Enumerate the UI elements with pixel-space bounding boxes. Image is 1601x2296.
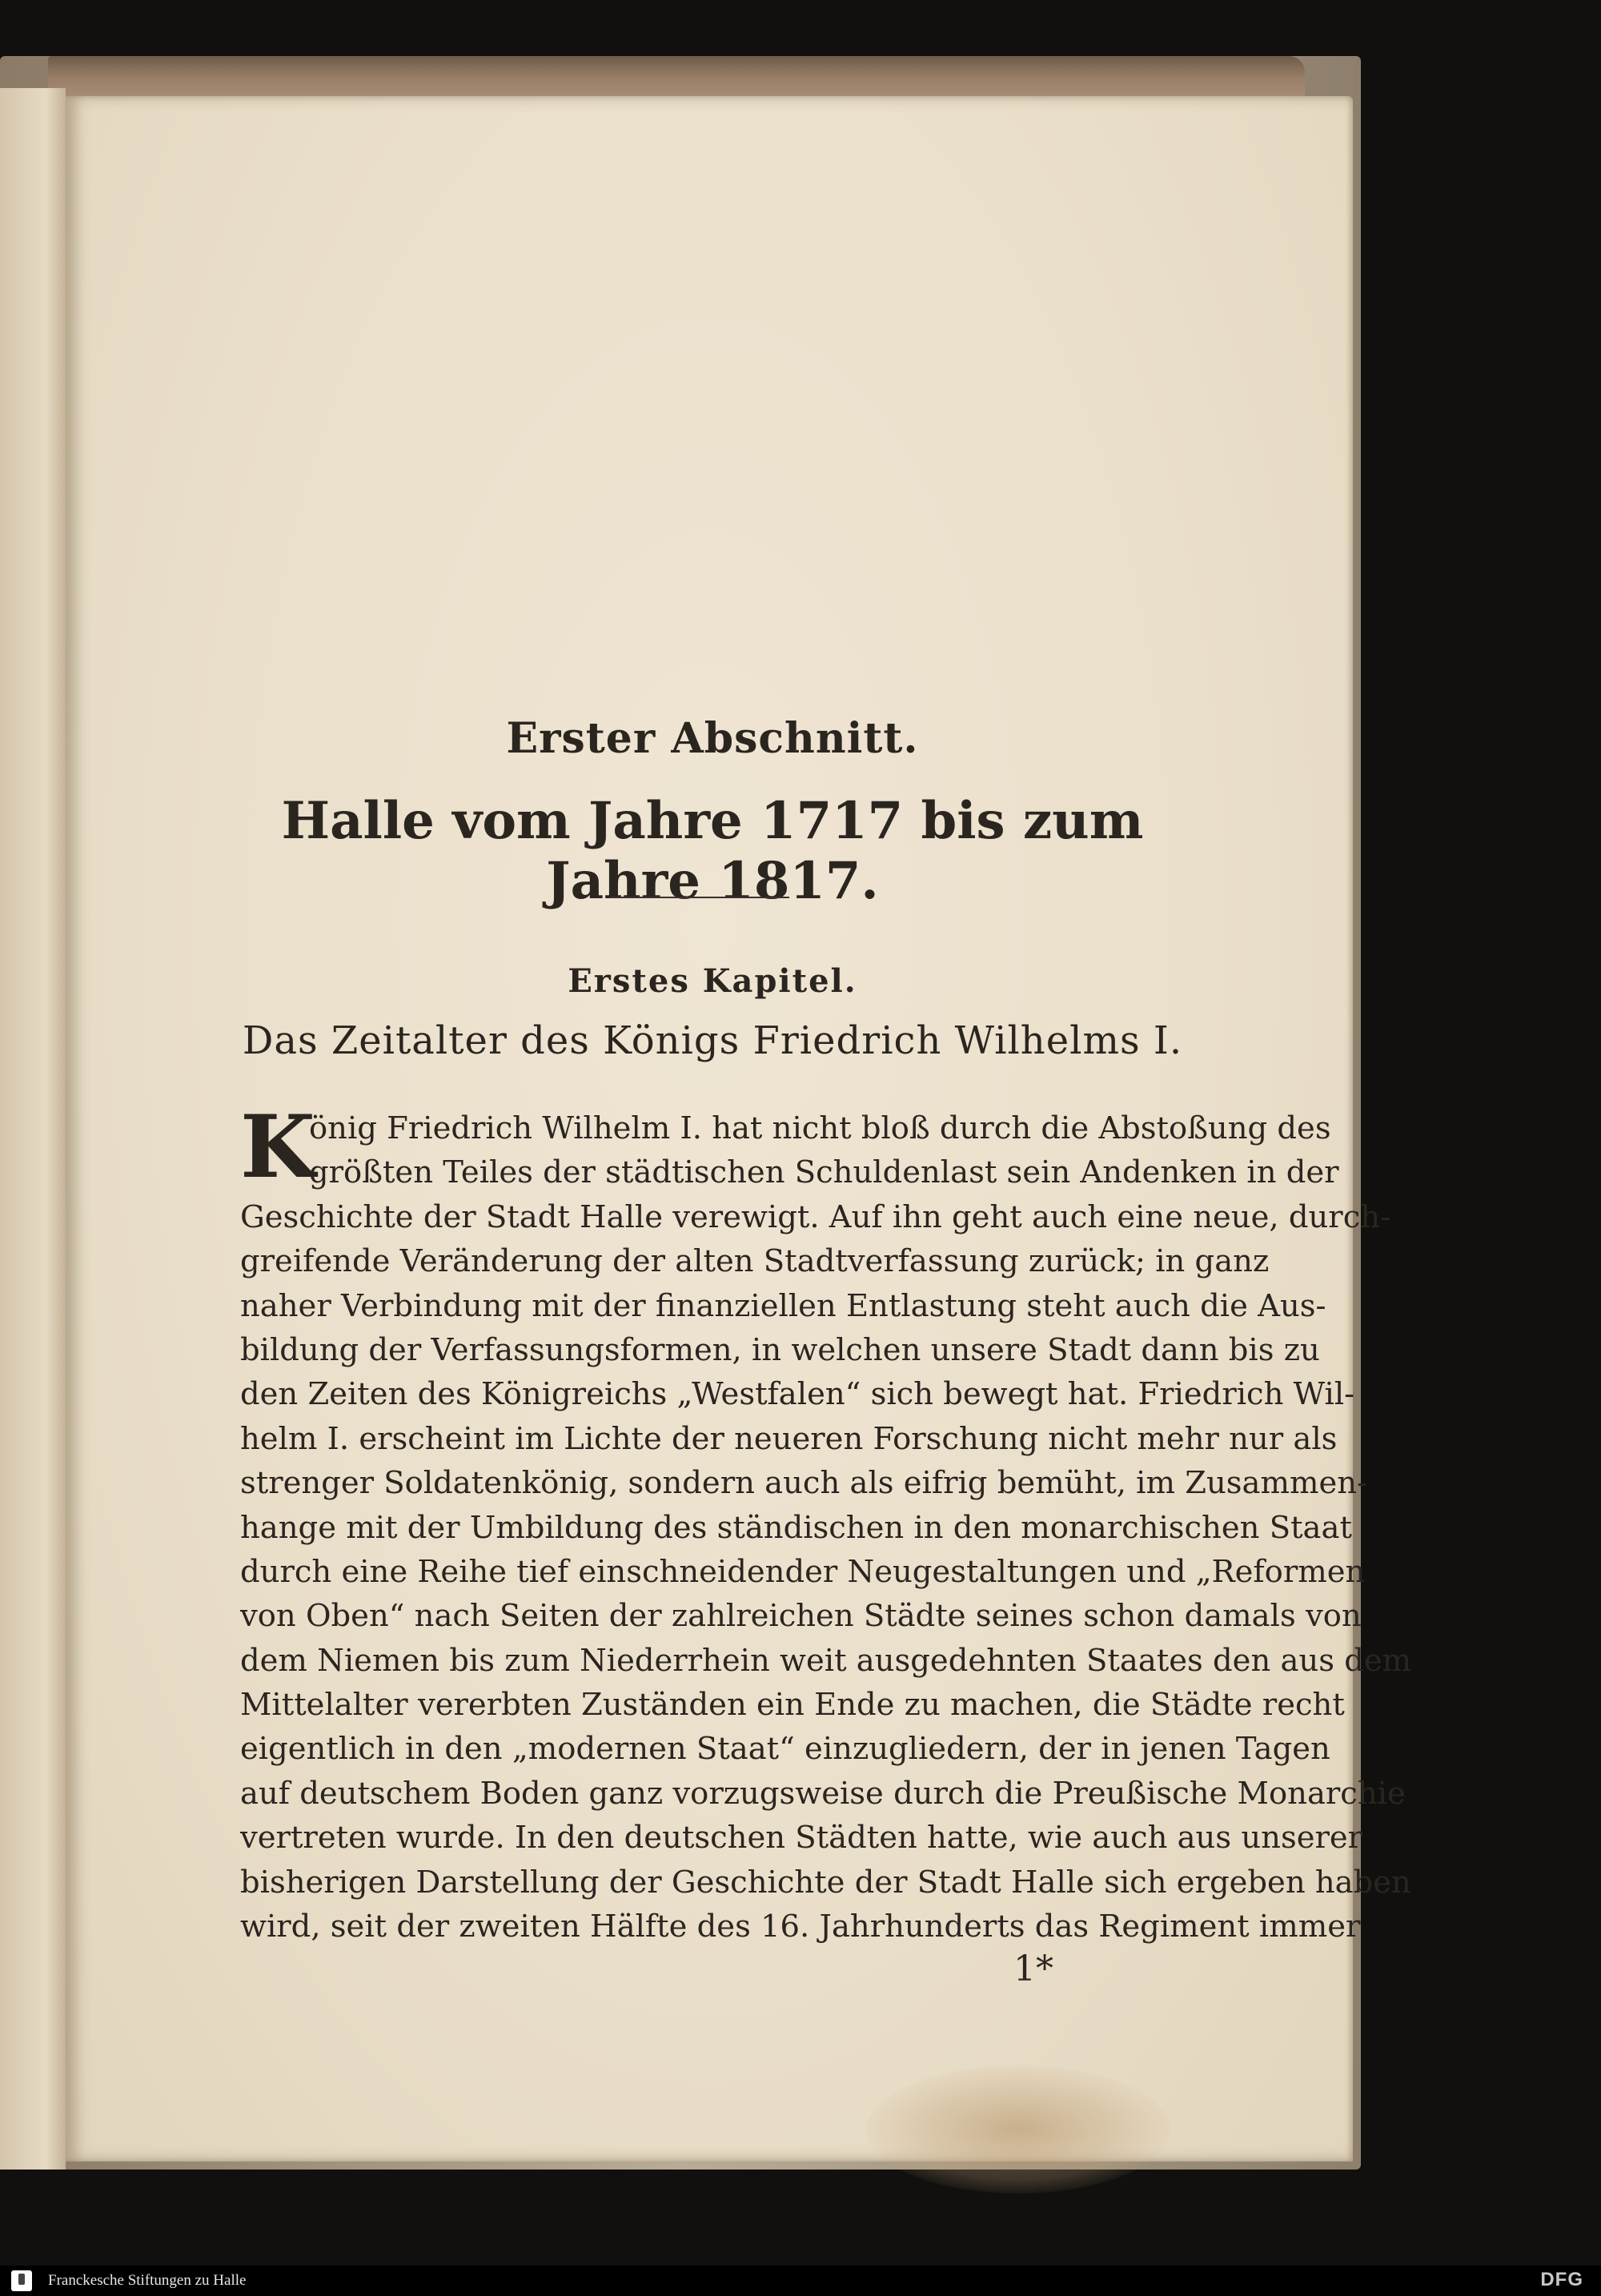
section-title: Erster Abschnitt.: [506, 714, 919, 763]
institution-logo-icon: [11, 2270, 32, 2291]
body-line: helm I. erscheint im Lichte der neueren Forschung nicht mehr nur als: [240, 1420, 1338, 1457]
body-line: önig Friedrich Wilhelm I. hat nicht bloß durch die Abstoßung des: [309, 1110, 1331, 1146]
left-page-edge: [0, 88, 66, 2170]
institution-name: Franckesche Stiftungen zu Halle: [48, 2272, 247, 2289]
chapter-label: Erstes Kapitel.: [568, 962, 857, 1000]
body-text: [240, 1106, 1412, 1949]
dfg-logo: DFG: [1540, 2269, 1583, 2290]
drop-cap: K: [240, 1097, 315, 1198]
body-line: auf deutschem Boden ganz vorzugsweise durch die Preußische Monarchie: [240, 1775, 1406, 1812]
body-line: durch eine Reihe tief einschneidender Neugestaltungen und „Reformen: [240, 1553, 1366, 1590]
body-line: bisherigen Darstellung der Geschichte der Stadt Halle sich ergeben haben: [240, 1864, 1411, 1901]
chapter-title: Das Zeitalter des Königs Friedrich Wilhelms I.: [242, 1018, 1183, 1063]
book-page: [66, 96, 1412, 2162]
body-line: von Oben“ nach Seiten der zahlreichen Städte seines schon damals von: [240, 1598, 1362, 1635]
viewer-footer: [0, 2266, 1601, 2296]
body-line: naher Verbindung mit der finanziellen Entlastung steht auch die Aus-: [240, 1287, 1326, 1324]
body-line: dem Niemen bis zum Niederrhein weit ausgedehnten Staates den aus dem: [240, 1642, 1412, 1679]
book-title: Halle vom Jahre 1717 bis zum Jahre 1817.: [281, 791, 1144, 911]
body-line: den Zeiten des Königreichs „Westfalen“ sich bewegt hat. Friedrich Wil-: [240, 1376, 1355, 1413]
body-line: größten Teiles der städtischen Schuldenlast sein Andenken in der: [309, 1154, 1339, 1191]
body-line: greifende Veränderung der alten Stadtverfassung zurück; in ganz: [240, 1243, 1270, 1280]
body-line: hange mit der Umbildung des ständischen in den monarchischen Staat: [240, 1509, 1352, 1546]
body-line: vertreten wurde. In den deutschen Städten hatte, wie auch aus unserer: [240, 1820, 1363, 1856]
body-line: bildung der Verfassungsformen, in welchen unsere Stadt dann bis zu: [240, 1331, 1320, 1368]
title-divider: [610, 897, 789, 898]
body-line: wird, seit der zweiten Hälfte des 16. Jahrhunderts das Regiment immer: [240, 1909, 1361, 1945]
body-line: eigentlich in den „modernen Staat“ einzugliedern, der in jenen Tagen: [240, 1731, 1330, 1768]
body-line: strenger Soldatenkönig, sondern auch als eifrig bemüht, im Zusammen-: [240, 1465, 1368, 1502]
body-line: Geschichte der Stadt Halle verewigt. Auf ihn geht auch eine neue, durch-: [240, 1198, 1391, 1235]
page-stain: [866, 2065, 1170, 2194]
body-line: Mittelalter vererbten Zuständen ein Ende zu machen, die Städte recht: [240, 1687, 1345, 1724]
page-number: 1*: [1013, 1949, 1053, 1989]
